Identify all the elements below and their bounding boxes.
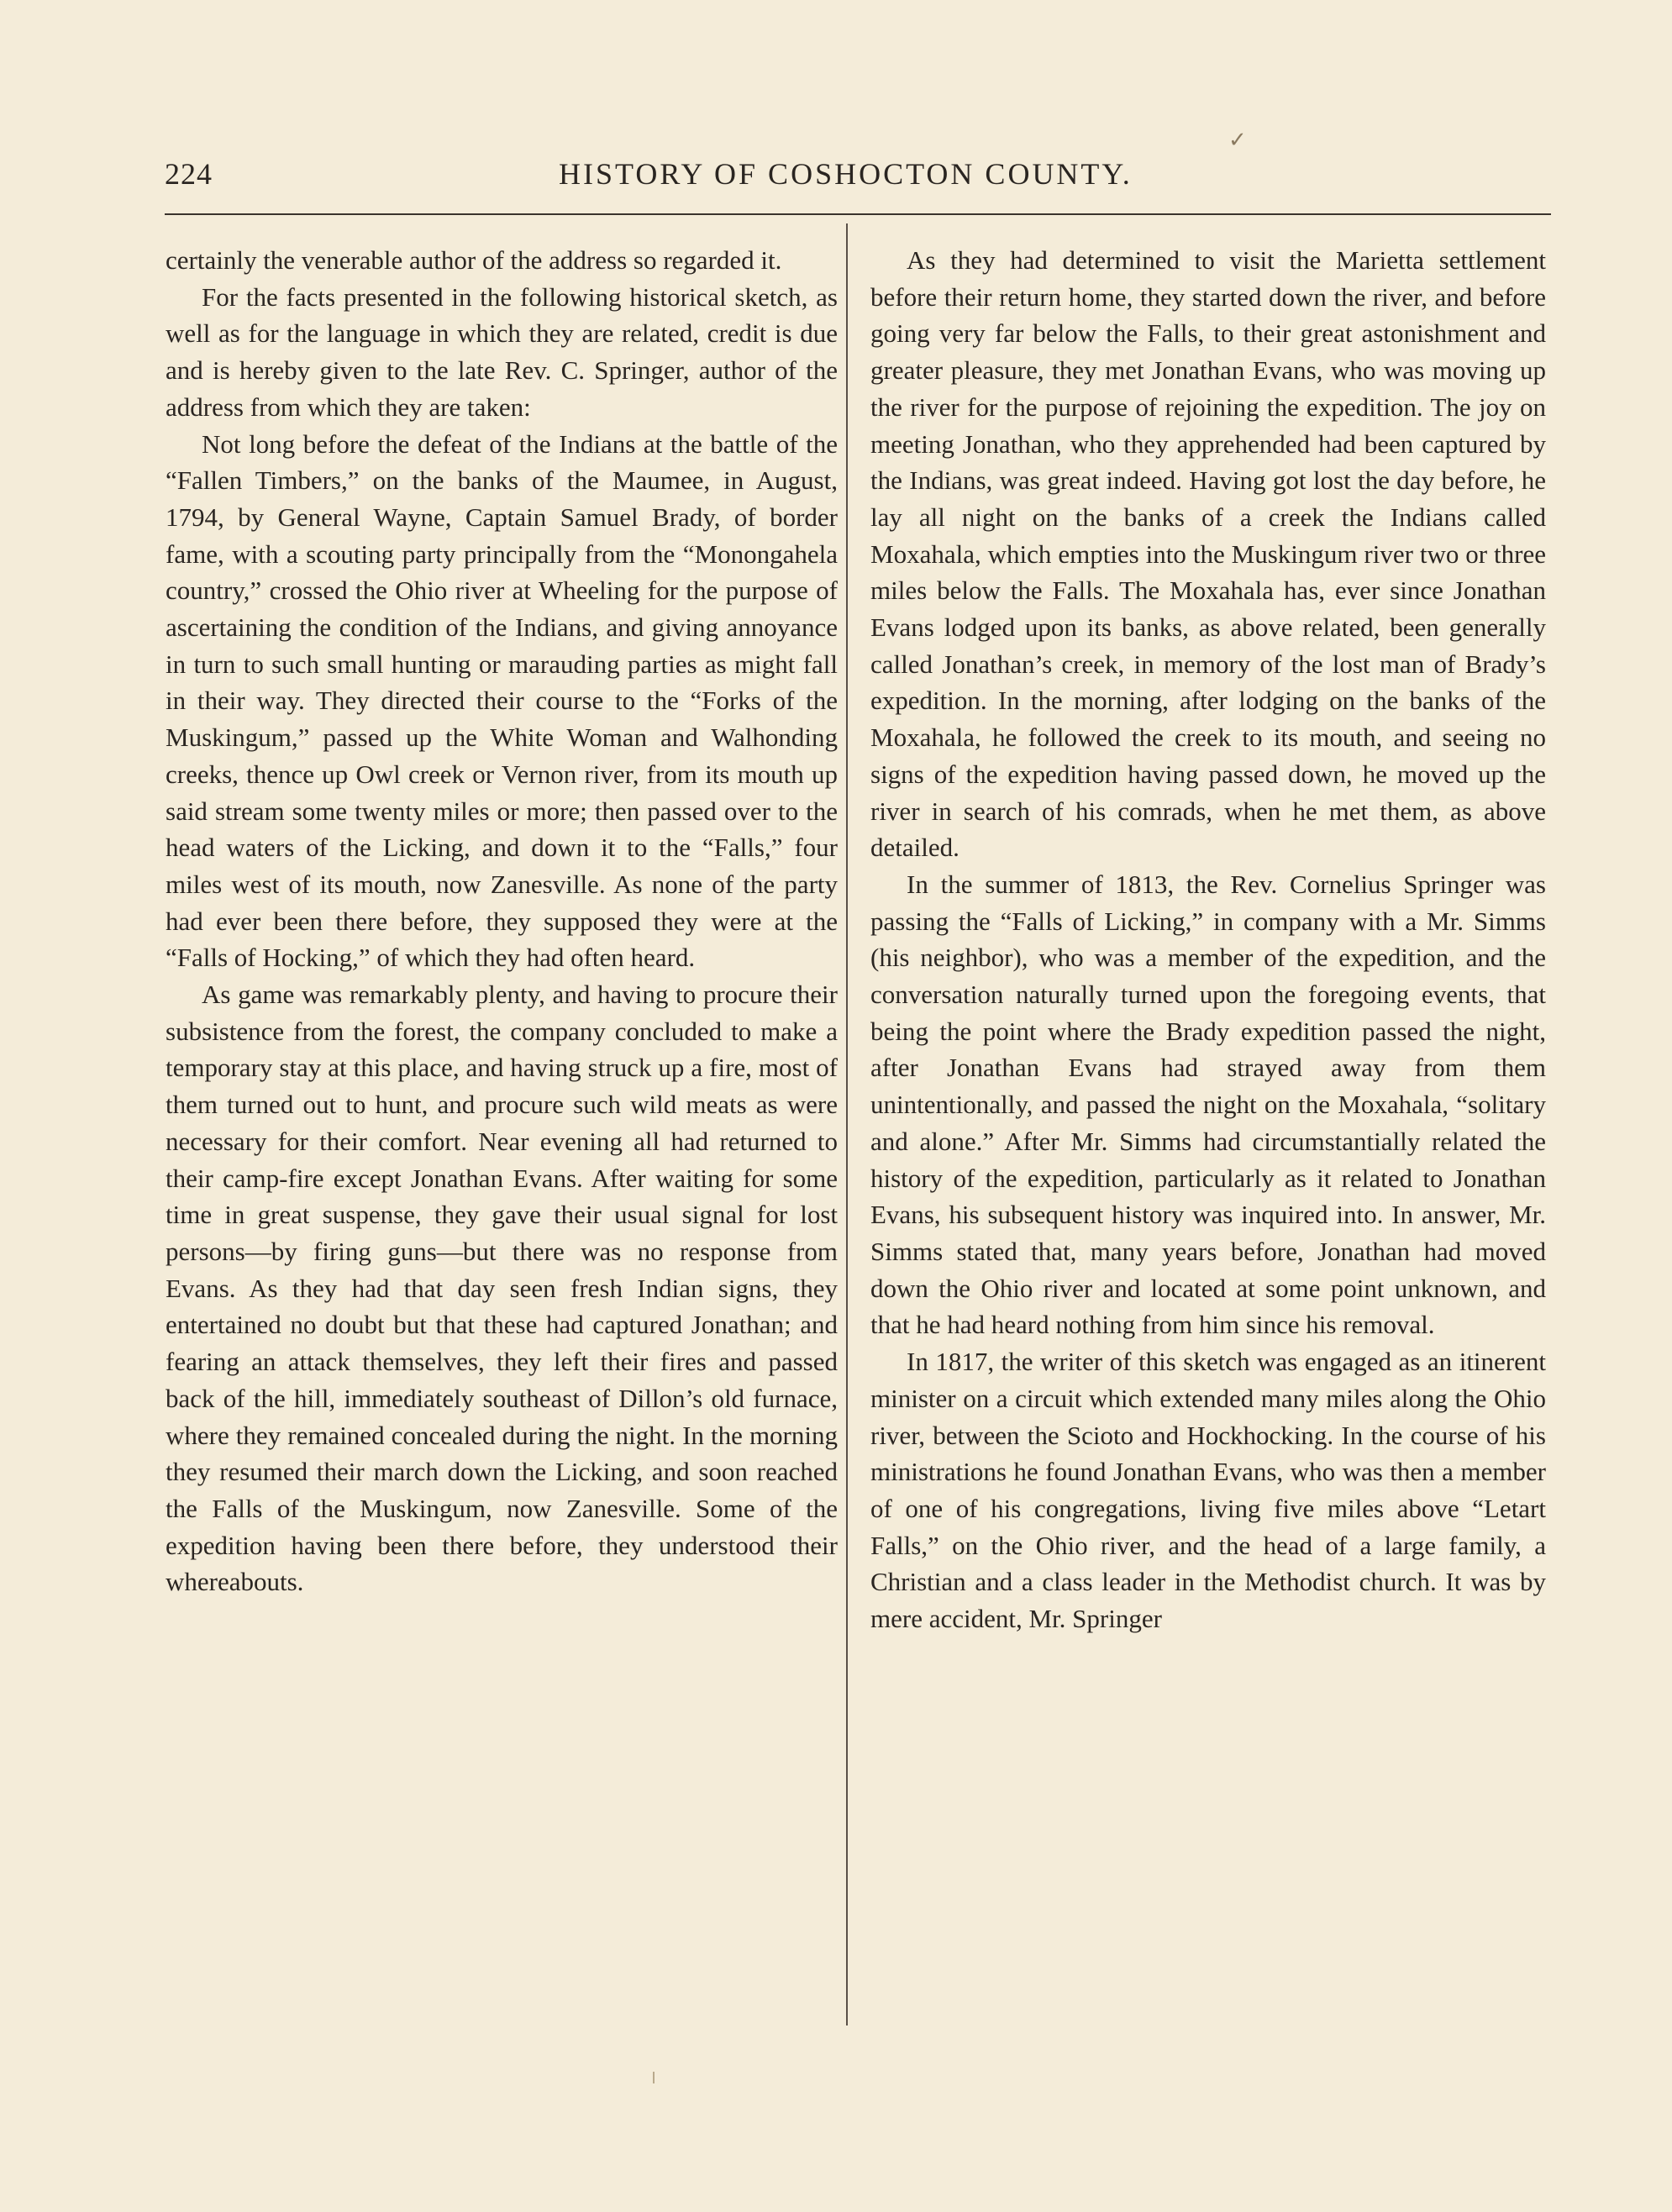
- paragraph: Not long before the defeat of the Indians at the battle of the “Fallen Timbers,” on the banks of the Maumee, in August, 1794, by General Wayne, Captain Samuel Brady, of border fame, with a scouting party principally from the “Monongahela country,” crossed the Ohio river at Wheeling for the purpose of ascertaining the condition of the Indians, and giving annoyance in turn to such small hunting or marauding parties as might fall in their way. They directed their course to the “Forks of the Muskingum,” passed up the White Woman and Walhonding creeks, thence up Owl creek or Vernon river, from its mouth up said stream some twenty miles or more; then passed over to the head waters of the Licking, and down it to the “Falls,” four miles west of its mouth, now Zanesville. As none of the party had ever been there before, they supposed they were at the “Falls of Hocking,” of which they had often heard.: [166, 428, 838, 973]
- paragraph: As game was remarkably plenty, and having to procure their subsistence from the forest, the company concluded to make a temporary stay at this place, and having struck up a fire, most of them turned out to hunt, and procure such wild meats as were necessary for their comfort. Near evening all had returned to their camp-fire except Jonathan Evans. After waiting for some time in great suspense, they gave their usual signal for lost persons—by firing guns—but there was no response from Evans. As they had that day seen fresh Indian signs, they entertained no doubt but that these had captured Jonathan; and fearing an attack themselves, they left their fires and passed back of the hill, immediately southeast of Dillon’s old furnace, where they remained concealed during the night. In the morning they resumed their march down the Licking, and soon reached the Falls of the Muskingum, now Zanesville. Some of the expedition having been there before, they understood their whereabouts.: [166, 980, 838, 1597]
- right-column: [870, 242, 1546, 1637]
- ink-mark: ✓: [1228, 128, 1247, 152]
- paper-speck: [653, 2072, 655, 2083]
- paragraph: certainly the venerable author of the address so regarded it.: [166, 245, 782, 275]
- paragraph: For the facts presented in the following historical sketch, as well as for the language in which they are related, credit is due and is hereby given to the late Rev. C. Springer, author of the address from which they are taken:: [166, 281, 838, 422]
- header-rule: [165, 213, 1551, 215]
- page-number: 224: [165, 157, 213, 191]
- column-divider: [846, 223, 848, 2025]
- paragraph: In the summer of 1813, the Rev. Cornelius Springer was passing the “Falls of Licking,” in company with a Mr. Simms (his neighbor), who was a member of the expedition, and the conversation naturally turned upon the foregoing events, that being the point where the Brady expedition passed the night, after Jonathan Evans had strayed away from them unintentionally, and passed the night on the Moxahala, “solitary and alone.” After Mr. Simms had circumstantially related the history of the expedition, particularly as it related to Jonathan Evans, his subsequent history was inquired into. In answer, Mr. Simms stated that, many years before, Jonathan had moved down the Ohio river and located at some point unknown, and that he had heard nothing from him since his removal.: [870, 869, 1546, 1340]
- left-column: [166, 242, 838, 1600]
- running-title: HISTORY OF COSHOCTON COUNTY.: [559, 157, 1133, 191]
- paragraph: As they had determined to visit the Marietta settlement before their return home, they started down the river, and before going very far below the Falls, to their great astonishment and greater pleasure, they met Jonathan Evans, who was moving up the river for the purpose of rejoining the expedition. The joy on meeting Jonathan, who they apprehended had been captured by the Indians, was great indeed. Having got lost the day before, he lay all night on the banks of a creek the Indians called Moxahala, which empties into the Muskingum river two or three miles below the Falls. The Moxahala has, ever since Jonathan Evans lodged upon its banks, as above related, been generally called Jonathan’s creek, in memory of the lost man of Brady’s expedition. In the morning, after lodging on the banks of the Moxahala, he followed the creek to its mouth, and seeing no signs of the expedition having passed down, he moved up the river in search of his comrads, when he met them, as above detailed.: [870, 245, 1546, 863]
- paragraph: In 1817, the writer of this sketch was engaged as an itinerent minister on a circuit which extended many miles along the Ohio river, between the Scioto and Hockhocking. In the course of his ministrations he found Jonathan Evans, who was then a member of one of his congregations, living five miles above “Letart Falls,” on the Ohio river, and the head of a large family, a Christian and a class leader in the Methodist church. It was by mere accident, Mr. Springer: [870, 1347, 1546, 1634]
